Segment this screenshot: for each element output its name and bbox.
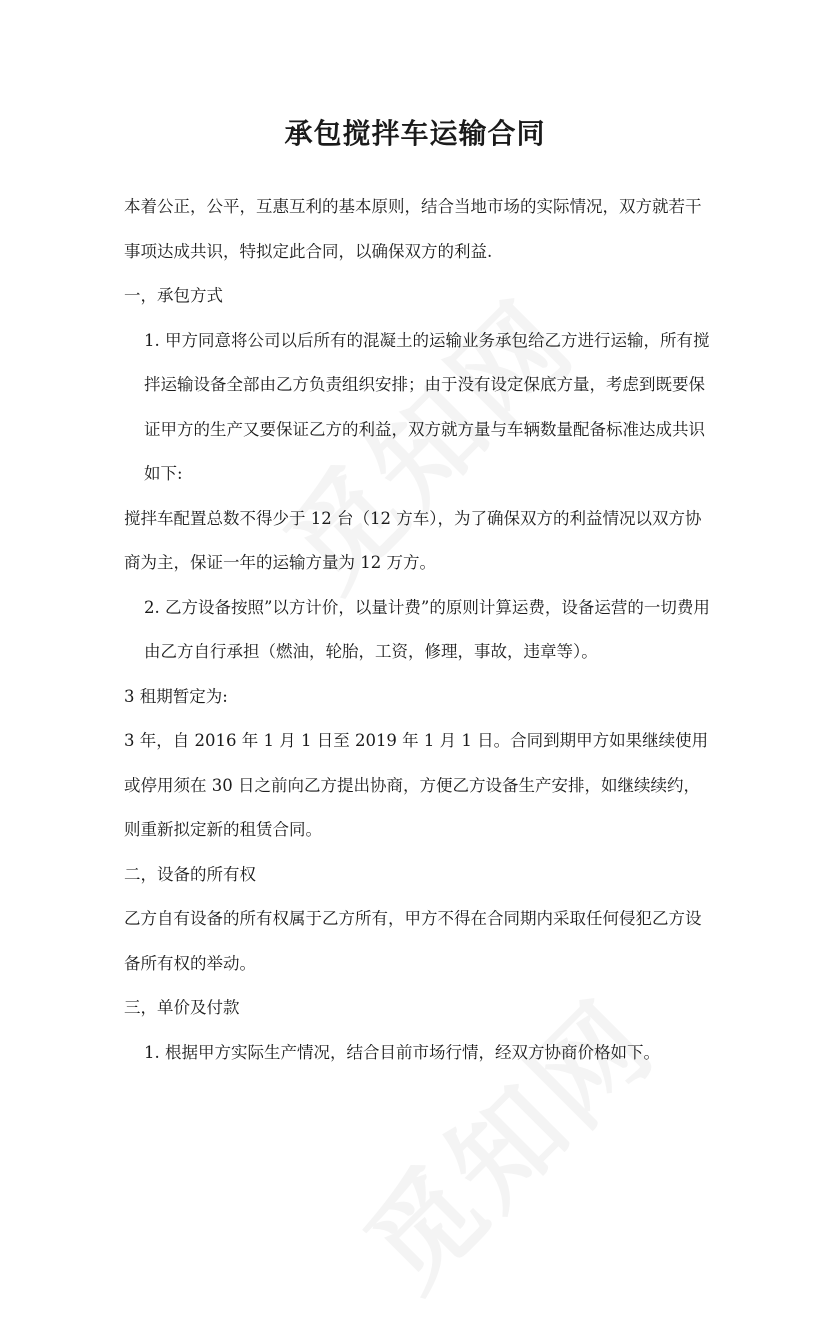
document-title: 承包搅拌车运输合同 bbox=[284, 117, 546, 150]
section-heading-price-payment: 三，单价及付款 bbox=[124, 998, 240, 1017]
lease-term-paragraph: 3 年，自 2016 年 1 月 1 日至 2019 年 1 月 1 日。合同到期甲方如果继续使用或停用须在 30 日之前向乙方提出协商，方便乙方设备生产安排，如继续续约，则重新拟定新的租赁合同。 bbox=[124, 731, 709, 839]
clause-2: 2. 乙方设备按照”以方计价，以量计费”的原则计算运费，设备运营的一切费用由乙方自行承担（燃油，轮胎，工资，修理，事故，违章等）。 bbox=[144, 597, 710, 661]
ownership-paragraph: 乙方自有设备的所有权属于乙方所有，甲方不得在合同期内采取任何侵犯乙方设备所有权的举动。 bbox=[124, 909, 702, 973]
document-body bbox=[124, 185, 714, 1075]
section-heading-ownership: 二，设备的所有权 bbox=[124, 864, 256, 884]
intro-paragraph: 本着公正，公平，互惠互利的基本原则，结合当地市场的实际情况，双方就若干事项达成共识，特拟定此合同，以确保双方的利益. bbox=[124, 197, 702, 261]
vehicle-config-paragraph: 搅拌车配置总数不得少于 12 台（12 方车），为了确保双方的利益情况以双方协商为主，保证一年的运输方量为 12 万方。 bbox=[124, 508, 702, 572]
section-heading-contract-method: 一，承包方式 bbox=[124, 286, 223, 305]
lease-term-heading: 3 租期暂定为: bbox=[124, 686, 228, 706]
price-clause-1: 1. 根据甲方实际生产情况，结合目前市场行情，经双方协商价格如下。 bbox=[144, 1042, 660, 1062]
clause-1: 1. 甲方同意将公司以后所有的混凝土的运输业务承包给乙方进行运输，所有搅拌运输设备全部由乙方负责组织安排；由于没有设定保底方量，考虑到既要保证甲方的生产又要保证乙方的利益，双方就方量与车辆数量配备标准达成共识如下: bbox=[144, 330, 710, 483]
